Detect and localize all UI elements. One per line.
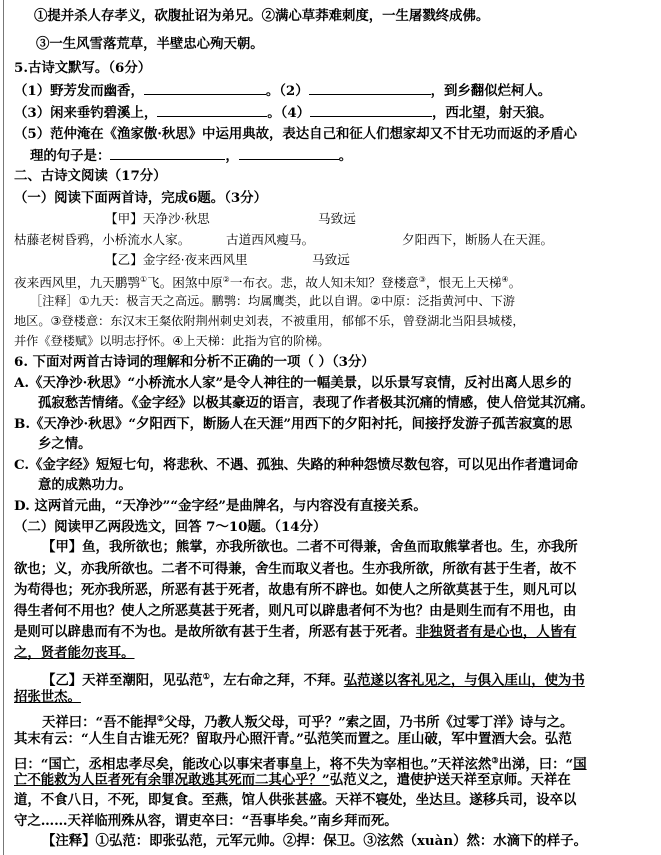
poem-2-author: 马致远 (312, 252, 350, 267)
note-1-line-1: ［注释］①九天：极言天之高远。鹏鹗：均属鹰类，此以自谓。②中原：泛指黄河中、下游 (30, 294, 515, 308)
answer-blank[interactable] (239, 145, 339, 160)
q6-stem: 6. 下面对两首古诗词的理解和分析不正确的一项（ ）（3分） (14, 354, 375, 370)
q6-option-b-1: B.《天净沙·秋思》“夕阳西下，断肠人在天涯”用西下的夕阳衬托，间接抒发游子孤苦寂寞的思 (14, 416, 573, 432)
passage-yi-line-7: 道，不食八日，不死，即复食。至燕，馆人供张甚盛。天祥不寝处，坐达旦。遂移兵司，设卒以 (14, 792, 577, 809)
passage-jia-line-5: 是则可以辟患而有不为也。是故所欲有甚于生者，所恶有甚于死者。非独贤者有是心也，人皆有 (14, 624, 577, 641)
poem-2-line: 夜来西风里，九天鹏鹗①飞。困煞中原②一布衣。悲，故人知未知？登楼意③，恨无上天梯④。 (14, 275, 522, 291)
q6-option-a-1: A.《天净沙·秋思》“小桥流水人家”是令人神往的一幅美景，以乐景写哀情，反衬出离人思乡的 (14, 375, 572, 391)
note-1-line-3: 并作《登楼赋》以明志抒怀。④上天梯：此指为官的阶梯。 (14, 334, 330, 348)
q5-title: 5.古诗文默写。（6分） (14, 60, 152, 76)
q5-line-3: （5）范仲淹在《渔家傲·秋思》中运用典故，表达自己和征人们想家却又不甘无功而返的矛盾心 (14, 126, 577, 142)
section-2-heading: 二、古诗文阅读（17分） (14, 168, 167, 184)
subsection-2-heading: （二）阅读甲乙两段选文，回答 7～10题。（14分） (14, 519, 327, 535)
passage-yi-line-1: 【乙】天祥至潮阳，见弘范①，左右命之拜，不拜。弘范遂以客礼见之，与俱入厓山，使为书 (42, 671, 585, 689)
poem-1-line-b: 古道西风瘦马。 (226, 232, 315, 247)
answer-blank[interactable] (144, 80, 266, 95)
q6-option-a-2: 孤寂愁苦情绪。《金字经》以极其豪迈的语言，表现了作者极其沉痛的情感，使人倍觉其沉痛。 (38, 395, 594, 411)
q6-option-d: D. 这两首元曲，“天净沙”“金字经”是曲牌名，与内容没有直接关系。 (14, 498, 427, 514)
poem-1-title: 【甲】天净沙·秋思 (105, 211, 210, 226)
subsection-1-heading: （一）阅读下面两首诗，完成6题。（3分） (14, 190, 267, 206)
q5-line-2: （3）闲来垂钓碧溪上， 。（4） ，西北望，射天狼。 (14, 102, 654, 123)
poem-2-title: 【乙】金字经·夜来西风里 (105, 252, 248, 267)
left-margin-line (3, 0, 4, 855)
option-line-2: ③一生风雪落荒草，半壁忠心殉天朝。 (36, 36, 264, 52)
q5-line-1: （1）野芳发而幽香， 。（2） ，到乡翻似烂柯人。 (14, 80, 654, 101)
q6-option-c-1: C.《金字经》短短七句，将悲秋、不遇、孤独、失路的种种怨愤尽数包容，可以见出作者遣词命 (14, 457, 579, 473)
answer-blank[interactable] (110, 145, 225, 160)
poem-1-line-a: 枯藤老树昏鸦，小桥流水人家。 (14, 232, 191, 247)
passage-yi-line-4: 其末有云：“人生自古谁无死？留取丹心照汗青。”弘范笑而置之。厓山破，军中置酒大会。弘范 (14, 731, 572, 748)
passage-yi-line-3: 天祥曰：“吾不能捍②父母，乃教人叛父母，可乎？”索之固，乃书所《过零丁洋》诗与之。 (42, 713, 574, 731)
q6-option-b-2: 乡之情。 (38, 436, 92, 452)
passage-jia-line-6: 之，贤者能勿丧耳。 (14, 644, 135, 661)
answer-blank[interactable] (310, 102, 432, 117)
passage-yi-line-6: 亡不能救为人臣者死有余罪况敢逃其死而二其心乎？”弘范义之，遣使护送天祥至京师。天祥在 (14, 771, 571, 788)
passage-yi-line-2: 招张世杰。 (14, 688, 81, 705)
passage-yi-line-5: 曰：“国亡，丞相忠孝尽矣，能改心以事宋者事皇上，将不失为宰相也。”天祥泫然③出涕，曰：“国 (14, 754, 587, 773)
note-1-line-2: 地区。③登楼意：东汉末王粲依附荆州刺史刘表，不被重用，郁郁不乐，曾登湖北当阳县城楼， (14, 314, 525, 328)
note-2: 【注释】①弘范：即张弘范，元军元帅。②捍：保卫。③泫然（xuàn）然：水滴下的样子。 (42, 833, 587, 849)
q5-line-4: 理的句子是： ， 。 (30, 145, 661, 166)
poem-1-author: 马致远 (318, 211, 356, 226)
passage-jia-line-3: 为苟得也；死亦我所恶，所恶有甚于死者，故患有所不辟也。如使人之所欲莫甚于生，则凡可以 (14, 581, 577, 598)
answer-blank[interactable] (157, 102, 267, 117)
answer-blank[interactable] (309, 80, 431, 95)
poem-1-line-c: 夕阳西下，断肠人在天涯。 (402, 232, 554, 247)
passage-jia-line-2: 欲也；义，亦我所欲也。二者不可得兼，舍生而取义者也。生亦我所欲，所欲有甚于生者，故不 (14, 560, 577, 577)
passage-jia-line-1: 【甲】鱼，我所欲也；熊掌，亦我所欲也。二者不可得兼，舍鱼而取熊掌者也。生，亦我所 (42, 539, 578, 556)
q6-option-c-2: 意的成熟功力。 (38, 477, 132, 493)
option-line-1: ①提并杀人存孝义，砍腹扯诏为弟兄。②满心草莽难刺度，一生屠戮终成佛。 (34, 8, 490, 24)
passage-yi-line-8: 守之……天祥临刑殊从容，谓吏卒曰：“吾事毕矣。”南乡拜而死。 (14, 812, 398, 829)
passage-jia-line-4: 得生者何不用也？使人之所恶莫甚于死者，则凡可以辟患者何不为也？由是则生而有不用也，由 (14, 603, 577, 620)
